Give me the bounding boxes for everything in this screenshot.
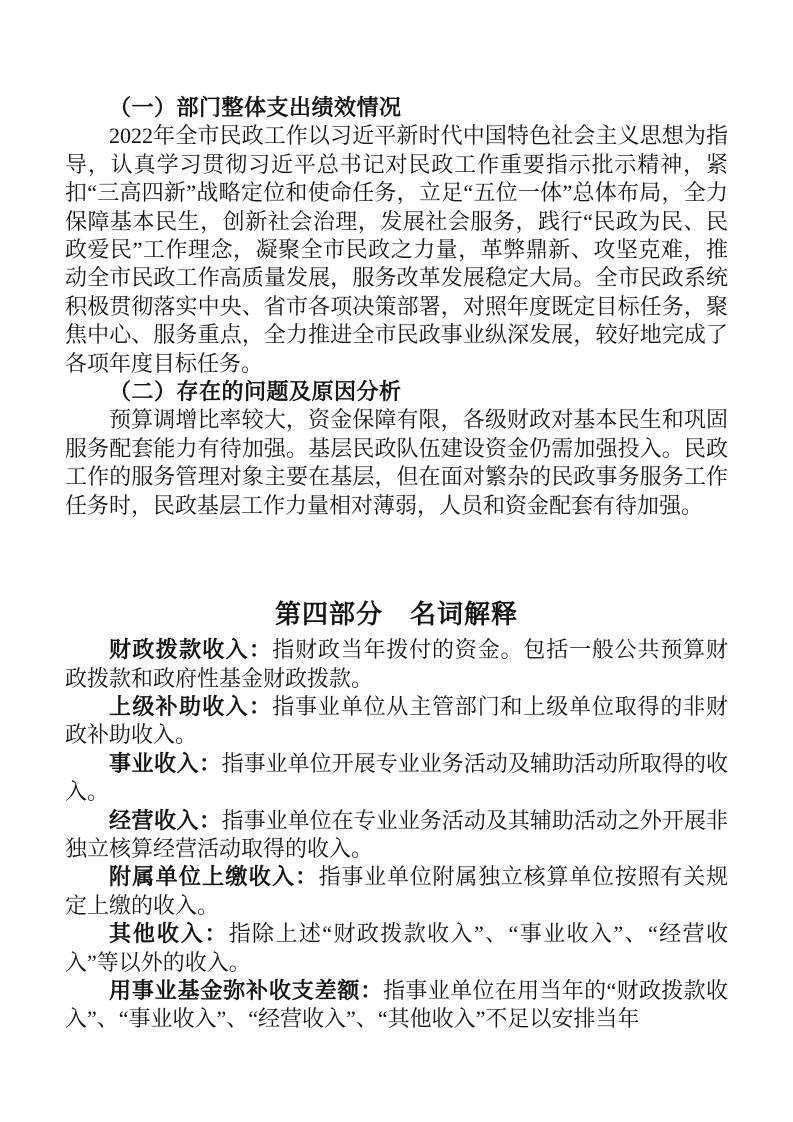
definition-desc: 指事业单位开展专业业务活动及辅助活动所取得的收入。 [65, 750, 728, 805]
definition-desc: 指事业单位附属独立核算单位按照有关规定上缴的收入。 [65, 864, 728, 918]
definition-term: 其他收入： [109, 921, 229, 947]
part-four-title: 第四部分 名词解释 [274, 599, 518, 630]
section-heading-performance: （一）部门整体支出绩效情况 [109, 95, 402, 120]
definition-desc: 指财政当年拨付的资金。包括一般公共预算财政拨款和政府性基金财政拨款。 [65, 637, 728, 691]
definition-paragraph-business-income [65, 807, 728, 864]
definition-desc: 指除上述“财政拨款收入”、“事业收入”、“经营收入”等以外的收入。 [65, 921, 728, 975]
section-heading-problems: （二）存在的问题及原因分析 [109, 379, 402, 405]
definition-paragraph-affiliated-unit-income [65, 863, 728, 920]
definition-desc: 指事业单位在专业业务活动及其辅助活动之外开展非独立核算经营活动取得的收入。 [65, 807, 728, 861]
definition-term: 财政拨款收入： [109, 637, 273, 663]
definition-paragraph-fiscal-appropriation [65, 636, 728, 693]
definition-paragraph-other-income [65, 920, 728, 977]
definition-paragraph-fund-balance [65, 977, 728, 1034]
definition-term: 事业收入： [109, 750, 222, 776]
definition-paragraph-superior-subsidy [65, 693, 728, 750]
definition-term: 附属单位上缴收入： [109, 864, 319, 890]
paragraph-problems: 预算调增比率较大，资金保障有限，各级财政对基本民生和巩固服务配套能力有待加强。基层民政队伍建设资金仍需加强投入。民政工作的服务管理对象主要在基层，但在面对繁杂的民政事务服务工作任务时，民政基层工作力量相对薄弱，人员和资金配套有待加强。 [65, 407, 728, 518]
definition-term: 经营收入： [109, 807, 222, 833]
definition-term: 用事业基金弥补收支差额： [109, 977, 384, 1003]
definition-term: 上级补助收入： [109, 693, 273, 719]
definition-desc: 指事业单位从主管部门和上级单位取得的非财政补助收入。 [65, 693, 728, 748]
definition-paragraph-operating-income [65, 750, 728, 807]
paragraph-performance: 2022年全市民政工作以习近平新时代中国特色社会主义思想为指导，认真学习贯彻习近平总书记对民政工作重要指示批示精神，紧扣“三高四新”战略定位和使命任务，立足“五位一体”总体布局，全力保障基本民生，创新社会治理，发展社会服务，践行“民政为民、民政爱民”工作理念，凝聚全市民政之力量，革弊鼎新、攻坚克难，推动全市民政工作高质量发展，服务改革发展稳定大局。全市民政系统积极贯彻落实中央、省市各项决策部署，对照年度既定目标任务，聚焦中心、服务重点，全力推进全市民政事业纵深发展，较好地完成了各项年度目标任务。 [65, 123, 728, 376]
definition-desc: 指事业单位在用当年的“财政拨款收入”、“事业收入”、“经营收入”、“其他收入”不足以安排当年 [65, 977, 728, 1032]
